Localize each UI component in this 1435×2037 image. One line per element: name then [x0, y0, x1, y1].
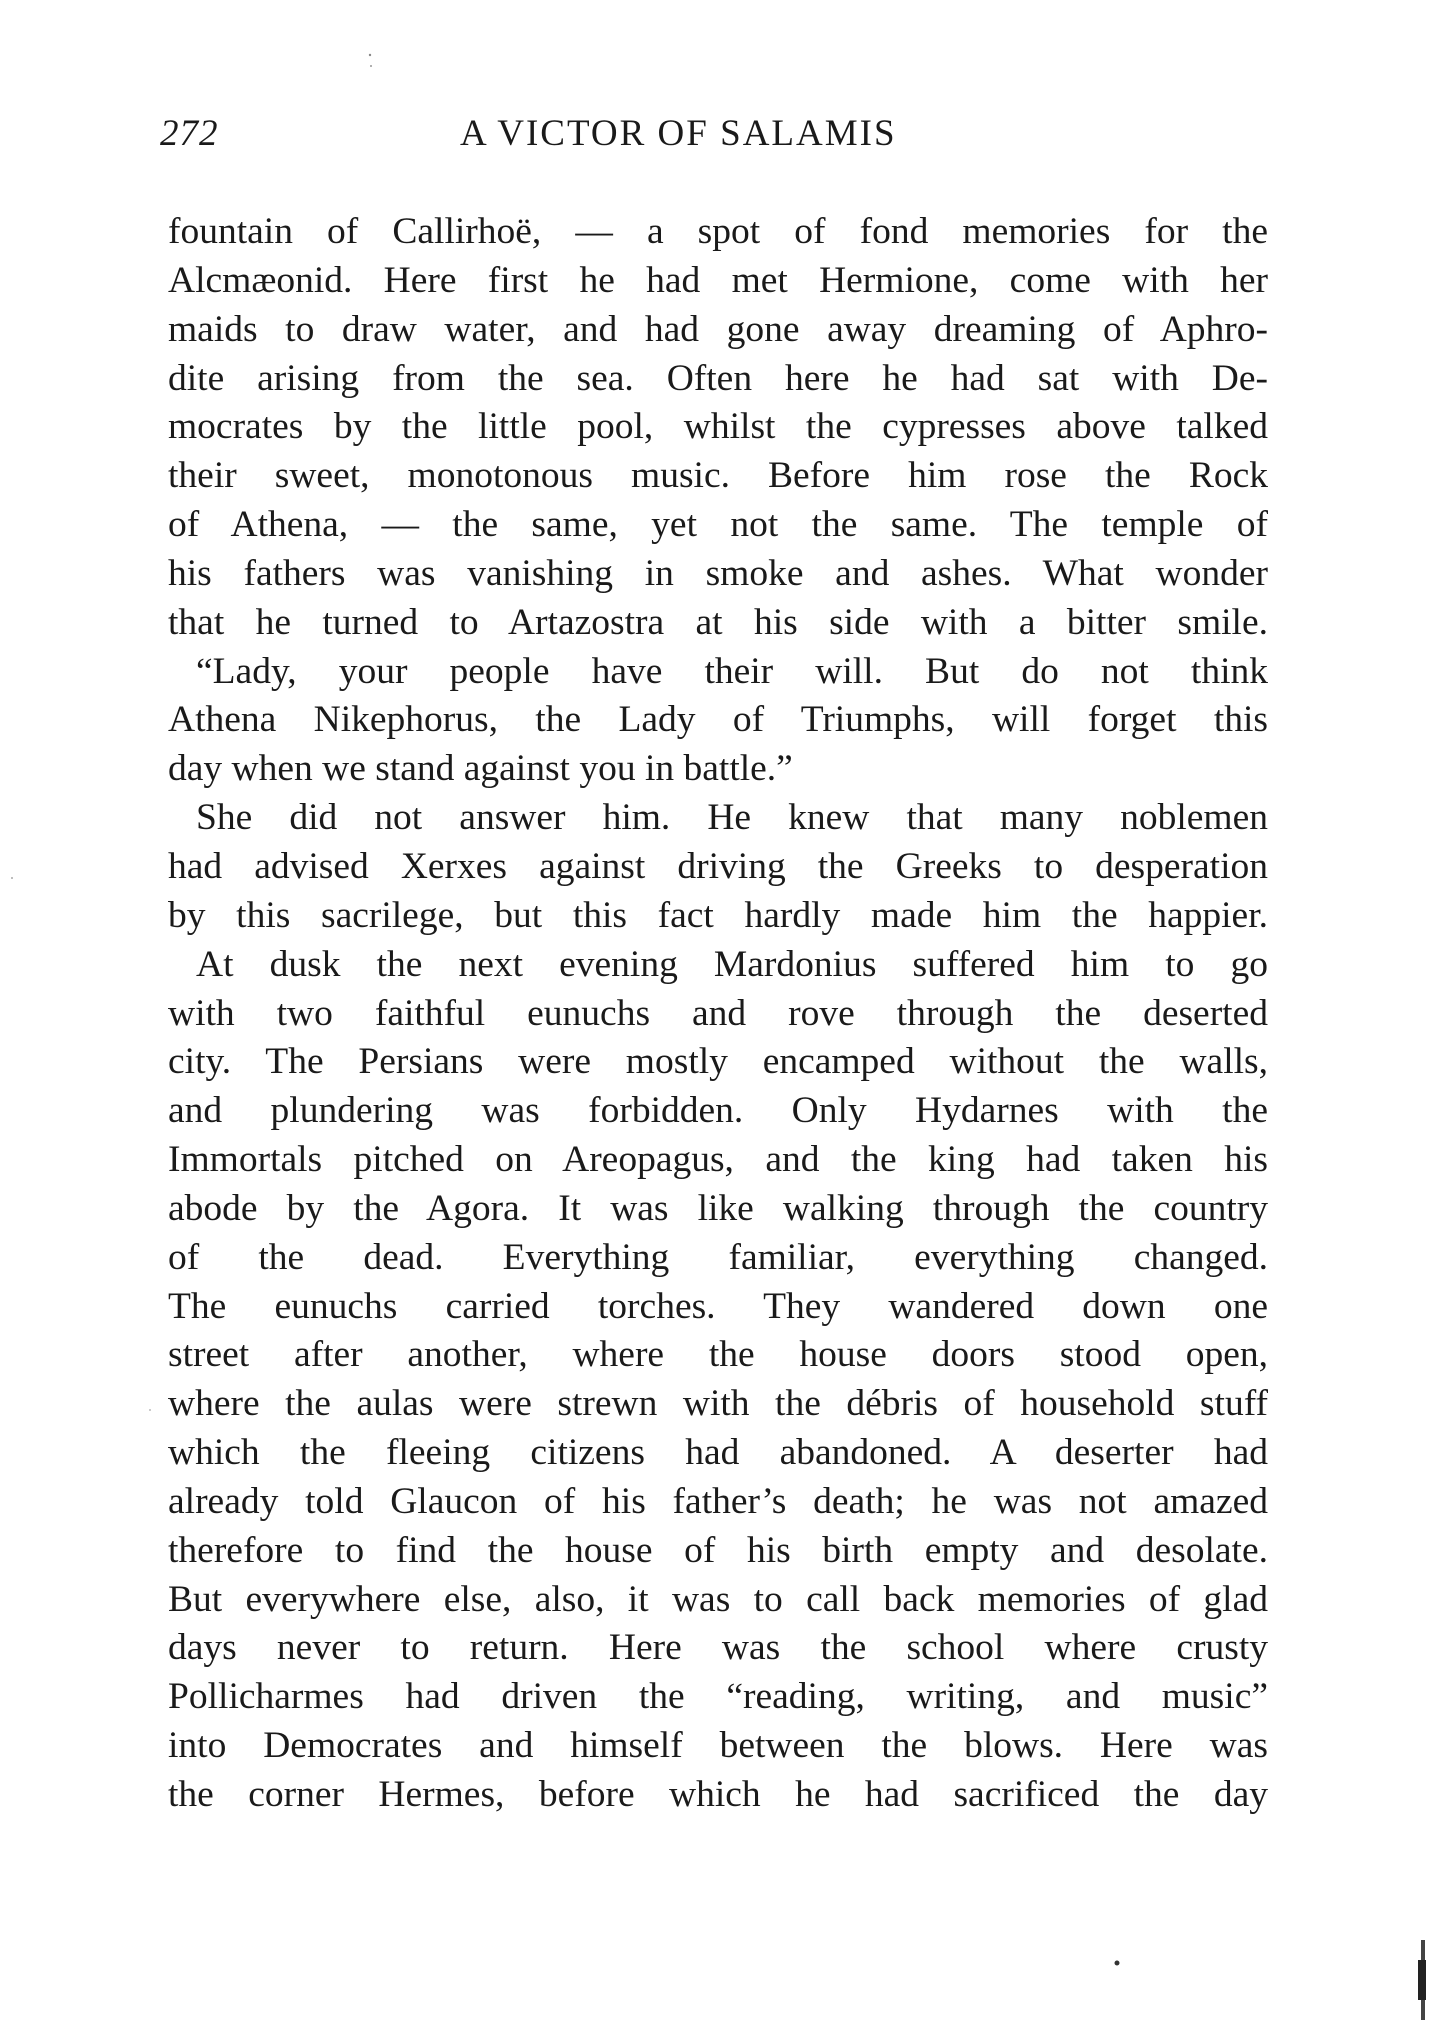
text-line: maids to draw water, and had gone away dreaming of Aphro-: [168, 308, 1268, 350]
text-line: day when we stand against you in battle.”: [168, 748, 793, 790]
text-line: Athena Nikephorus, the Lady of Triumphs, will forget this: [168, 699, 1268, 741]
text-line: of Athena, — the same, yet not the same. The temple of: [168, 504, 1268, 546]
text-line: But everywhere else, also, it was to call back memories of glad: [168, 1578, 1268, 1620]
text-line: with two faithful eunuchs and rove through the deserted: [168, 992, 1268, 1034]
text-line: which the fleeing citizens had abandoned. A deserter had: [168, 1432, 1268, 1474]
text-line: his fathers was vanishing in smoke and ashes. What wonder: [168, 552, 1268, 594]
running-head: [160, 112, 1295, 172]
text-line: therefore to find the house of his birth empty and desolate.: [168, 1529, 1268, 1571]
text-line: where the aulas were strewn with the débris of household stuff: [168, 1383, 1268, 1425]
text-line: and plundering was forbidden. Only Hydarnes with the: [168, 1090, 1268, 1132]
text-line: Immortals pitched on Areopagus, and the king had taken his: [168, 1139, 1268, 1181]
text-line: abode by the Agora. It was like walking through the country: [168, 1187, 1268, 1229]
text-line: already told Glaucon of his father’s death; he was not amazed: [168, 1480, 1268, 1522]
scan-edge-mark: [1415, 1930, 1429, 2030]
text-line: their sweet, monotonous music. Before him rose the Rock: [168, 455, 1268, 497]
text-line: city. The Persians were mostly encamped without the walls,: [168, 1041, 1268, 1083]
text-line: into Democrates and himself between the blows. Here was: [168, 1725, 1268, 1767]
body-text: [168, 208, 1268, 1820]
text-line: had advised Xerxes against driving the Greeks to desperation: [168, 845, 1268, 887]
text-line: She did not answer him. He knew that many noblemen: [196, 797, 1268, 839]
text-line: mocrates by the little pool, whilst the cypresses above talked: [168, 406, 1268, 448]
text-line: the corner Hermes, before which he had sacrificed the day: [168, 1774, 1268, 1815]
text-line: days never to return. Here was the school where crusty: [168, 1627, 1268, 1669]
page-number: 272: [160, 113, 219, 154]
text-line: street after another, where the house doors stood open,: [168, 1334, 1268, 1376]
text-line: that he turned to Artazostra at his side with a bitter smile.: [168, 601, 1268, 643]
text-line: dite arising from the sea. Often here he had sat with De-: [168, 357, 1268, 399]
text-line: by this sacrilege, but this fact hardly made him the happier.: [168, 894, 1268, 936]
text-line: The eunuchs carried torches. They wandered down one: [168, 1285, 1268, 1327]
book-title: A VICTOR OF SALAMIS: [460, 113, 897, 154]
text-line: Alcmæonid. Here first he had met Hermione, come with her: [168, 259, 1268, 301]
text-line: At dusk the next evening Mardonius suffered him to go: [196, 943, 1268, 985]
text-line: fountain of Callirhoë, — a spot of fond memories for the: [168, 211, 1268, 252]
text-line: “Lady, your people have their will. But do not think: [196, 650, 1268, 692]
text-line: Pollicharmes had driven the “reading, writing, and music”: [168, 1676, 1268, 1718]
text-line: of the dead. Everything familiar, everything changed.: [168, 1236, 1268, 1278]
